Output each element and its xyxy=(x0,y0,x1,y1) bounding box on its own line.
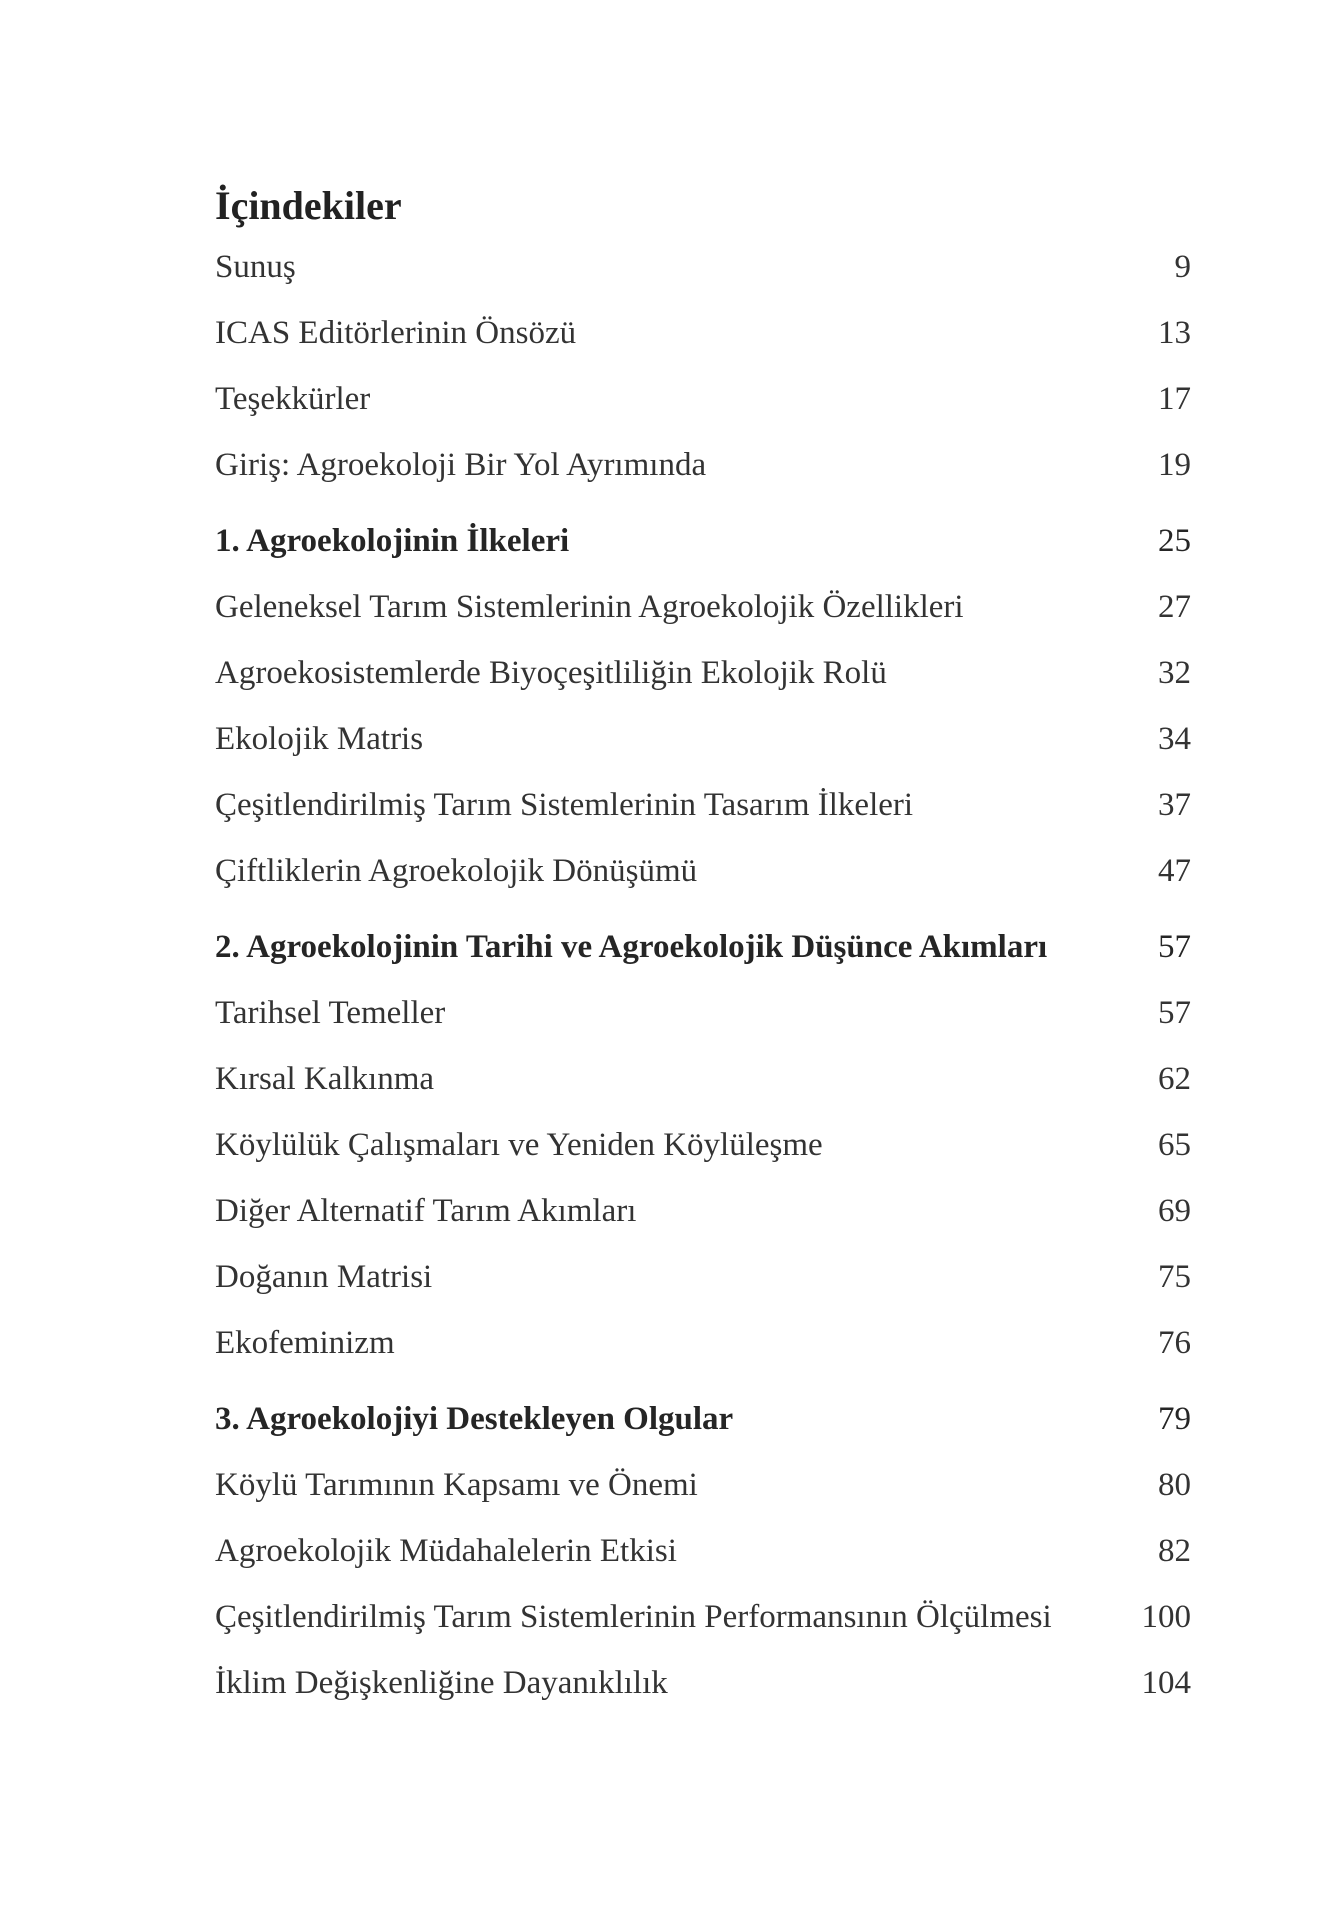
toc-entry[interactable] xyxy=(215,244,1191,290)
toc-entry-label[interactable]: Giriş: Agroekoloji Bir Yol Ayrımında xyxy=(215,447,707,483)
toc-entry-label[interactable]: İklim Değişkenliğine Dayanıklılık xyxy=(215,1665,668,1701)
toc-entry[interactable] xyxy=(215,716,1191,762)
toc-chapter-page-number[interactable]: 25 xyxy=(1158,523,1191,559)
toc-entry[interactable] xyxy=(215,310,1191,356)
toc-entry-page-number[interactable]: 80 xyxy=(1158,1467,1191,1503)
toc-title: İçindekiler xyxy=(215,183,402,228)
toc-chapter-label[interactable]: 2. Agroekolojinin Tarihi ve Agroekolojik Düşünce Akımları xyxy=(215,929,1048,965)
toc-entry[interactable] xyxy=(215,782,1191,828)
toc-chapter-label[interactable]: 1. Agroekolojinin İlkeleri xyxy=(215,523,570,559)
toc-entry-label[interactable]: Çeşitlendirilmiş Tarım Sistemlerinin Performansının Ölçülmesi xyxy=(215,1599,1052,1635)
toc-chapter-heading[interactable] xyxy=(215,1396,1191,1442)
toc-entry-label[interactable]: Ekofeminizm xyxy=(215,1325,395,1361)
toc-entry-page-number[interactable]: 13 xyxy=(1158,315,1191,351)
toc-entry-label[interactable]: Diğer Alternatif Tarım Akımları xyxy=(215,1193,637,1229)
toc-entry-page-number[interactable]: 100 xyxy=(1141,1599,1191,1635)
toc-entry-page-number[interactable]: 47 xyxy=(1158,853,1191,889)
toc-chapter-heading[interactable] xyxy=(215,518,1191,564)
toc-entry-page-number[interactable]: 62 xyxy=(1158,1061,1191,1097)
toc-list xyxy=(215,244,1191,1706)
toc-entry-page-number[interactable]: 34 xyxy=(1158,721,1191,757)
toc-entry[interactable] xyxy=(215,1056,1191,1102)
toc-entry-page-number[interactable]: 69 xyxy=(1158,1193,1191,1229)
toc-entry[interactable] xyxy=(215,1122,1191,1168)
toc-entry[interactable] xyxy=(215,1462,1191,1508)
toc-entry-label[interactable]: Doğanın Matrisi xyxy=(215,1259,433,1295)
toc-entry-label[interactable]: Agroekolojik Müdahalelerin Etkisi xyxy=(215,1533,677,1569)
toc-entry[interactable] xyxy=(215,1528,1191,1574)
toc-entry-page-number[interactable]: 82 xyxy=(1158,1533,1191,1569)
toc-entry[interactable] xyxy=(215,1594,1191,1640)
toc-entry-label[interactable]: Tarihsel Temeller xyxy=(215,995,446,1031)
toc-entry-label[interactable]: Çiftliklerin Agroekolojik Dönüşümü xyxy=(215,853,698,889)
toc-entry-page-number[interactable]: 17 xyxy=(1158,381,1191,417)
toc-entry[interactable] xyxy=(215,1320,1191,1366)
toc-entry-label[interactable]: Agroekosistemlerde Biyoçeşitliliğin Ekolojik Rolü xyxy=(215,655,887,691)
toc-entry[interactable] xyxy=(215,990,1191,1036)
toc-entry[interactable] xyxy=(215,584,1191,630)
toc-entry-page-number[interactable]: 32 xyxy=(1158,655,1191,691)
toc-entry-page-number[interactable]: 76 xyxy=(1158,1325,1191,1361)
toc-entry[interactable] xyxy=(215,376,1191,422)
toc-entry-label[interactable]: Ekolojik Matris xyxy=(215,721,424,757)
toc-entry-label[interactable]: Çeşitlendirilmiş Tarım Sistemlerinin Tasarım İlkeleri xyxy=(215,787,914,823)
toc-chapter-page-number[interactable]: 57 xyxy=(1158,929,1191,965)
toc-entry[interactable] xyxy=(215,1188,1191,1234)
toc-entry-page-number[interactable]: 75 xyxy=(1158,1259,1191,1295)
toc-chapter-heading[interactable] xyxy=(215,924,1191,970)
toc-entry[interactable] xyxy=(215,1254,1191,1300)
toc-entry[interactable] xyxy=(215,1660,1191,1706)
toc-chapter-label[interactable]: 3. Agroekolojiyi Destekleyen Olgular xyxy=(215,1401,734,1437)
toc-entry-page-number[interactable]: 19 xyxy=(1158,447,1191,483)
toc-entry[interactable] xyxy=(215,848,1191,894)
toc-page xyxy=(215,180,1191,1726)
toc-entry-label[interactable]: Köylü Tarımının Kapsamı ve Önemi xyxy=(215,1467,698,1503)
toc-entry[interactable] xyxy=(215,650,1191,696)
toc-entry-label[interactable]: Köylülük Çalışmaları ve Yeniden Köylüleşme xyxy=(215,1127,823,1163)
toc-entry-page-number[interactable]: 37 xyxy=(1158,787,1191,823)
toc-entry-page-number[interactable]: 104 xyxy=(1141,1665,1191,1701)
toc-entry-label[interactable]: Teşekkürler xyxy=(215,381,371,417)
toc-entry[interactable] xyxy=(215,442,1191,488)
toc-entry-label[interactable]: Kırsal Kalkınma xyxy=(215,1061,435,1097)
toc-entry-page-number[interactable]: 65 xyxy=(1158,1127,1191,1163)
toc-entry-label[interactable]: Sunuş xyxy=(215,249,296,285)
toc-entry-label[interactable]: ICAS Editörlerinin Önsözü xyxy=(215,315,577,351)
toc-entry-page-number[interactable]: 57 xyxy=(1158,995,1191,1031)
toc-entry-page-number[interactable]: 27 xyxy=(1158,589,1191,625)
toc-entry-label[interactable]: Geleneksel Tarım Sistemlerinin Agroekolojik Özellikleri xyxy=(215,589,964,625)
toc-entry-page-number[interactable]: 9 xyxy=(1174,249,1191,285)
toc-chapter-page-number[interactable]: 79 xyxy=(1158,1401,1191,1437)
